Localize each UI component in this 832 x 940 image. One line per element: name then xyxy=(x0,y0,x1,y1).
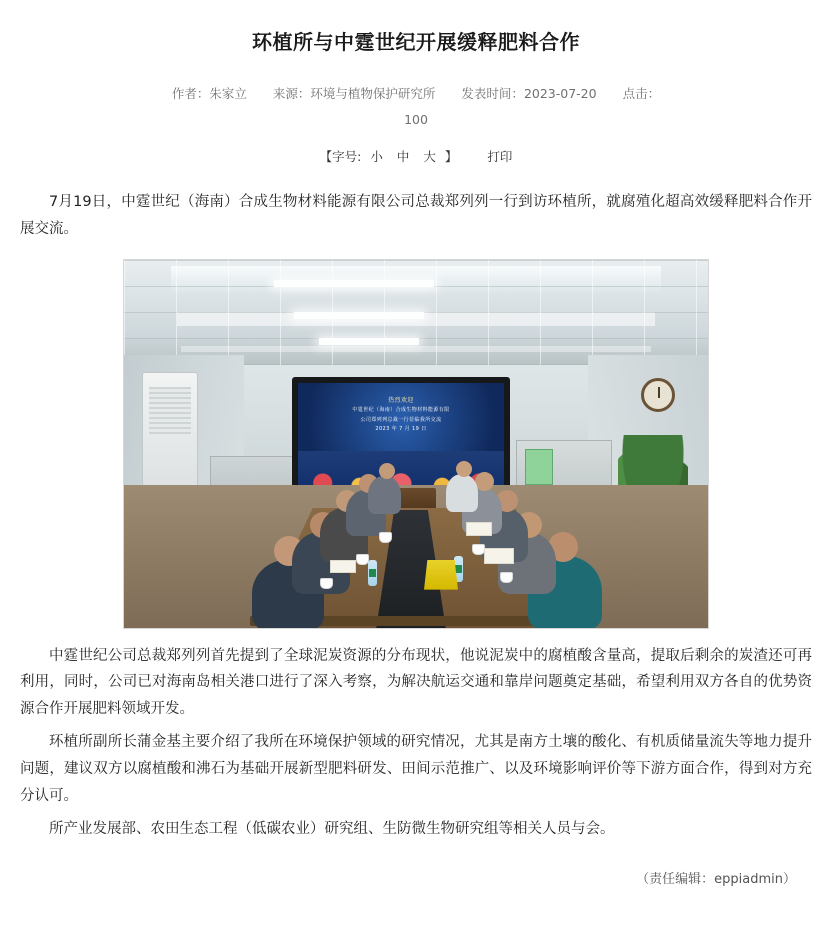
font-size-small-button[interactable]: 小 xyxy=(370,149,383,164)
photo-person xyxy=(446,474,478,512)
photo-teacup xyxy=(320,578,333,589)
meta-hits-label: 点击： xyxy=(622,86,661,101)
font-size-large-button[interactable]: 大 xyxy=(423,149,436,164)
photo-teacup xyxy=(379,532,392,543)
photo-document xyxy=(330,560,356,573)
photo-document xyxy=(484,548,514,564)
font-size-medium-button[interactable]: 中 xyxy=(396,149,410,164)
photo-screen-line-1: 热烈欢迎 xyxy=(388,396,414,404)
page-title: 环植所与中霆世纪开展缓释肥料合作 xyxy=(252,30,580,54)
article-body xyxy=(14,189,818,842)
meeting-photo xyxy=(123,259,709,629)
meta-publish-value: 2023-07-20 xyxy=(523,86,597,101)
font-size-label: 【字号: xyxy=(319,149,362,164)
print-button[interactable]: 打印 xyxy=(487,149,513,164)
article-figure xyxy=(20,259,812,629)
photo-screen-line-4: 2023 年 7 月 19 日 xyxy=(375,426,427,433)
article-tools xyxy=(14,147,818,165)
meta-hits-value: 100 xyxy=(404,112,428,127)
photo-screen-line-3: 公司郑列列总裁一行莅临我所交流 xyxy=(360,416,442,423)
photo-document xyxy=(466,522,492,536)
photo-teacup xyxy=(500,572,513,583)
photo-person-head xyxy=(456,461,472,477)
meta-publish-label: 发表时间： xyxy=(461,86,524,101)
meta-publish-time xyxy=(461,86,600,101)
photo-ceiling-lamp xyxy=(274,280,434,287)
paragraph-2: 中霆世纪公司总裁郑列列首先提到了全球泥炭资源的分布现状，他说泥炭中的腐植酸含量高，提取后剩余的炭渣还可再利用，同时，公司已对海南岛相关港口进行了深入考察，为解决航运交通和靠岸问题奠定基础，希望利用双方各自的优势资源合作开展肥料领域开发。 xyxy=(20,647,812,718)
meta-author-value: 朱家立 xyxy=(209,86,247,101)
paragraph-3: 环植所副所长蒲金基主要介绍了我所在环境保护领域的研究情况，尤其是南方土壤的酸化、有机质储量流失等地力提升问题，建议双方以腐植酸和沸石为基础开展新型肥料研发、田间示范推广、以及环境影响评价等下游方面合作，得到对方充分认可。 xyxy=(20,734,812,804)
meta-source-label: 来源： xyxy=(272,86,311,101)
photo-ceiling-lamp xyxy=(294,312,424,319)
meta-source-value: 环境与植物保护研究所 xyxy=(310,86,436,101)
photo-person-head xyxy=(379,463,395,479)
font-size-close-bracket: 】 xyxy=(444,149,458,164)
photo-screen-line-2: 中霆世纪（海南）合成生物材料能源有限 xyxy=(352,407,450,414)
editor-credit: （责任编辑：eppiadmin） xyxy=(636,872,796,888)
paragraph-4: 所产业发展部、农田生态工程（低碳农业）研究组、生防微生物研究组等相关人员与会。 xyxy=(49,820,615,837)
photo-water-bottle xyxy=(368,560,377,586)
meta-author-label: 作者： xyxy=(171,86,210,101)
meta-author xyxy=(172,86,251,101)
photo-wall-clock xyxy=(641,378,675,412)
photo-yellow-bag xyxy=(424,560,458,590)
photo-person xyxy=(368,476,401,514)
article-page xyxy=(0,26,832,887)
article-meta xyxy=(14,81,818,132)
paragraph-1: 7月19日，中霆世纪（海南）合成生物材料能源有限公司总裁郑列列一行到访环植所，就腐殖化超高效缓释肥料合作开展交流。 xyxy=(20,194,812,237)
meta-source xyxy=(273,86,440,101)
photo-screen-text xyxy=(298,395,504,435)
photo-ceiling-lamp xyxy=(319,338,419,345)
photo-person-head xyxy=(475,472,494,491)
meta-hits xyxy=(623,86,661,101)
